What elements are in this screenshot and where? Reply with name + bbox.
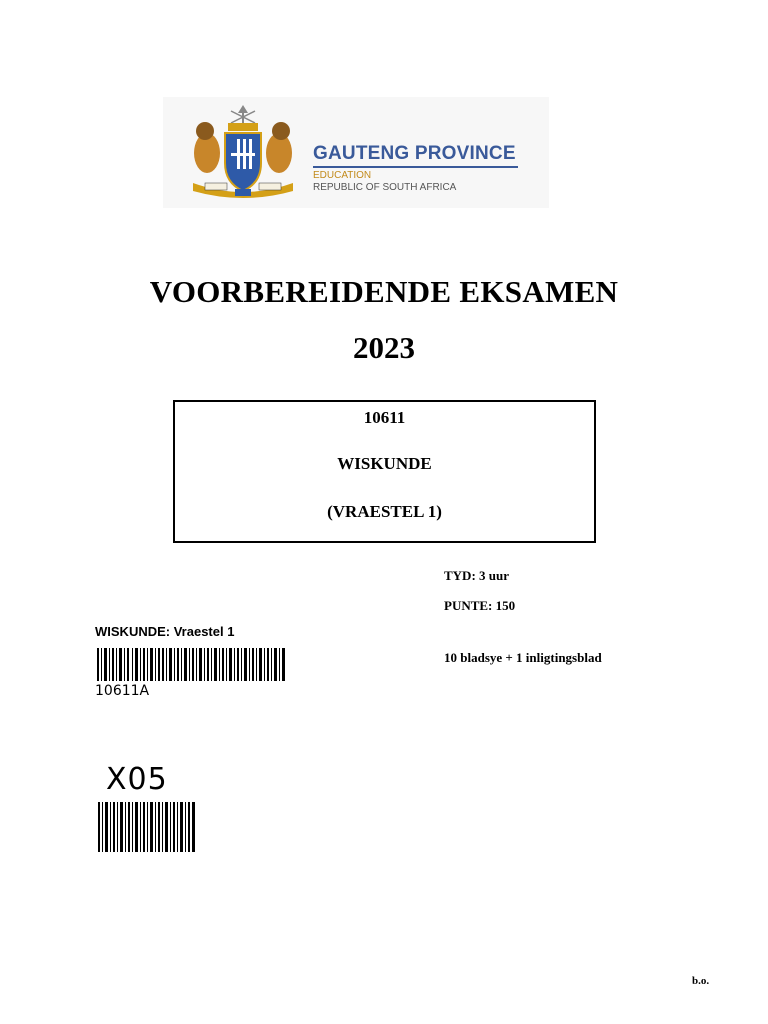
barcode-number: 10611A xyxy=(95,683,150,699)
exam-time: TYD: 3 uur xyxy=(444,568,510,583)
barcode-icon xyxy=(98,802,195,852)
paper-subject: WISKUNDE xyxy=(337,454,432,473)
paper-info-box xyxy=(173,400,596,543)
exam-pages: 10 bladsye + 1 inligtingsblad xyxy=(444,650,602,665)
turn-over-note: b.o. xyxy=(692,975,710,987)
exam-title: VOORBEREIDENDE EKSAMEN xyxy=(149,274,619,309)
exam-marks: PUNTE: 150 xyxy=(444,598,516,613)
coat-of-arms-icon xyxy=(183,105,303,201)
logo-education: EDUCATION xyxy=(313,169,372,181)
paper-number: (VRAESTEL 1) xyxy=(327,502,442,521)
gauteng-logo xyxy=(163,97,549,208)
paper-code: 10611 xyxy=(363,408,406,427)
center-code: X05 xyxy=(106,762,168,797)
logo-divider xyxy=(313,166,518,168)
logo-text xyxy=(313,143,518,194)
barcode-subject-label: WISKUNDE: Vraestel 1 xyxy=(95,624,235,639)
exam-year: 2023 xyxy=(353,330,415,365)
logo-country: REPUBLIC OF SOUTH AFRICA xyxy=(313,181,457,193)
logo-title: GAUTENG PROVINCE xyxy=(313,143,516,164)
barcode-icon xyxy=(97,648,285,681)
